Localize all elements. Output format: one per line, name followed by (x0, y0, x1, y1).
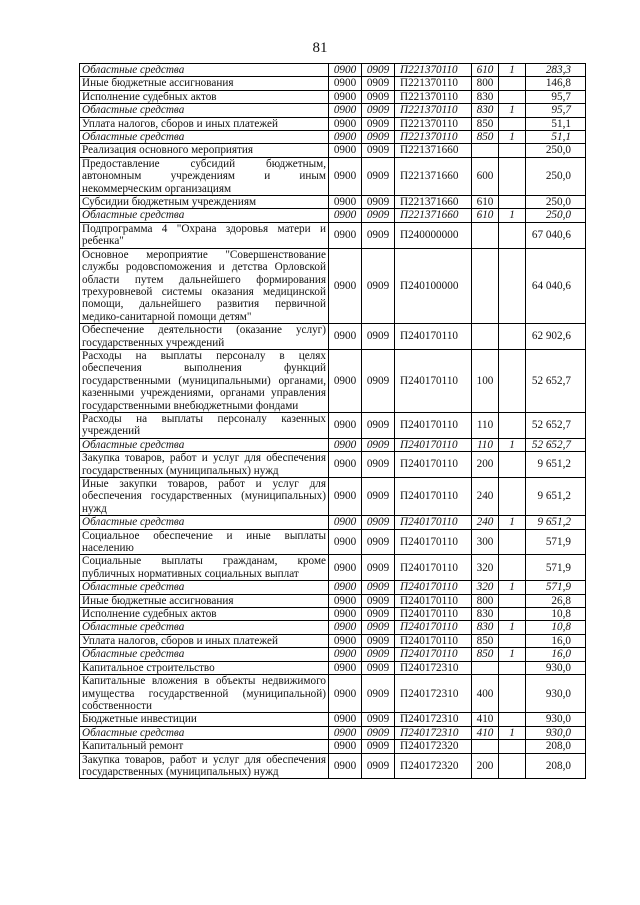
funding-source-cell (499, 740, 526, 753)
target-item-code-cell: П240000000 (395, 222, 472, 248)
amount-cell: 26,8 (526, 594, 586, 607)
target-item-code-cell: П240170110 (395, 478, 472, 516)
target-item-code-cell: П240170110 (395, 529, 472, 555)
expense-type-cell: 610 (472, 196, 499, 209)
section-code-cell: 0909 (362, 157, 395, 195)
row-name-cell: Областные средства (80, 131, 329, 144)
expense-type-cell: 200 (472, 753, 499, 779)
amount-cell: 250,0 (526, 157, 586, 195)
section-code-cell: 0909 (362, 196, 395, 209)
expense-type-cell: 100 (472, 349, 499, 412)
section-code-cell: 0909 (362, 117, 395, 130)
department-code-cell: 0900 (329, 621, 362, 634)
department-code-cell: 0900 (329, 713, 362, 726)
section-code-cell: 0909 (362, 349, 395, 412)
department-code-cell: 0900 (329, 222, 362, 248)
section-code-cell: 0909 (362, 675, 395, 713)
row-name-cell: Расходы на выплаты персоналу казенных учреждений (80, 412, 329, 438)
target-item-code-cell: П240170110 (395, 634, 472, 647)
section-code-cell: 0909 (362, 713, 395, 726)
funding-source-cell (499, 412, 526, 438)
amount-cell: 62 902,6 (526, 324, 586, 350)
department-code-cell: 0900 (329, 104, 362, 117)
department-code-cell: 0900 (329, 555, 362, 581)
target-item-code-cell: П221370110 (395, 90, 472, 103)
row-name-cell: Областные средства (80, 726, 329, 739)
section-code-cell: 0909 (362, 77, 395, 90)
section-code-cell: 0909 (362, 90, 395, 103)
amount-cell: 9 651,2 (526, 452, 586, 478)
row-name-cell: Бюджетные инвестиции (80, 713, 329, 726)
row-name-cell: Реализация основного мероприятия (80, 144, 329, 157)
section-code-cell: 0909 (362, 131, 395, 144)
section-code-cell: 0909 (362, 452, 395, 478)
expense-type-cell: 610 (472, 209, 499, 222)
table-row (80, 516, 586, 529)
amount-cell: 930,0 (526, 675, 586, 713)
amount-cell: 250,0 (526, 144, 586, 157)
expense-type-cell: 240 (472, 478, 499, 516)
row-name-cell: Капитальный ремонт (80, 740, 329, 753)
section-code-cell: 0909 (362, 634, 395, 647)
target-item-code-cell: П221371660 (395, 157, 472, 195)
target-item-code-cell: П240170110 (395, 412, 472, 438)
target-item-code-cell: П240172310 (395, 726, 472, 739)
table-row (80, 634, 586, 647)
expense-type-cell (472, 661, 499, 674)
funding-source-cell (499, 634, 526, 647)
section-code-cell: 0909 (362, 529, 395, 555)
row-name-cell: Областные средства (80, 438, 329, 451)
table-row (80, 438, 586, 451)
expense-type-cell: 600 (472, 157, 499, 195)
row-name-cell: Предоставление субсидий бюджетным, автономным учреждениям и иным некоммерческим организациям (80, 157, 329, 195)
target-item-code-cell: П221370110 (395, 77, 472, 90)
amount-cell: 52 652,7 (526, 349, 586, 412)
table-row (80, 117, 586, 130)
amount-cell: 250,0 (526, 196, 586, 209)
department-code-cell: 0900 (329, 634, 362, 647)
funding-source-cell (499, 594, 526, 607)
table-row (80, 713, 586, 726)
funding-source-cell: 1 (499, 64, 526, 77)
amount-cell: 51,1 (526, 131, 586, 144)
target-item-code-cell: П240170110 (395, 452, 472, 478)
target-item-code-cell: П240170110 (395, 581, 472, 594)
funding-source-cell (499, 555, 526, 581)
department-code-cell: 0900 (329, 726, 362, 739)
table-row (80, 675, 586, 713)
funding-source-cell (499, 222, 526, 248)
section-code-cell: 0909 (362, 726, 395, 739)
section-code-cell: 0909 (362, 144, 395, 157)
target-item-code-cell: П221370110 (395, 64, 472, 77)
table-row (80, 581, 586, 594)
amount-cell: 250,0 (526, 209, 586, 222)
table-row (80, 412, 586, 438)
amount-cell: 208,0 (526, 753, 586, 779)
section-code-cell: 0909 (362, 594, 395, 607)
table-row (80, 753, 586, 779)
section-code-cell: 0909 (362, 516, 395, 529)
row-name-cell: Основное мероприятие "Совершенствование службы родовспоможения и детства Орловской области путем дальнейшего формирования трехуровневой системы оказания медицинской помощи, дальнейшего развития первичной медико-санитарной помощи детям" (80, 248, 329, 323)
target-item-code-cell: П240172320 (395, 753, 472, 779)
expense-type-cell: 850 (472, 634, 499, 647)
expense-type-cell: 830 (472, 621, 499, 634)
table-row (80, 64, 586, 77)
department-code-cell: 0900 (329, 349, 362, 412)
expense-type-cell: 850 (472, 131, 499, 144)
department-code-cell: 0900 (329, 131, 362, 144)
expense-type-cell: 240 (472, 516, 499, 529)
department-code-cell: 0900 (329, 581, 362, 594)
amount-cell: 208,0 (526, 740, 586, 753)
amount-cell: 64 040,6 (526, 248, 586, 323)
section-code-cell: 0909 (362, 438, 395, 451)
expense-type-cell (472, 144, 499, 157)
row-name-cell: Областные средства (80, 621, 329, 634)
department-code-cell: 0900 (329, 77, 362, 90)
expense-type-cell: 830 (472, 608, 499, 621)
row-name-cell: Исполнение судебных актов (80, 608, 329, 621)
amount-cell: 52 652,7 (526, 412, 586, 438)
funding-source-cell (499, 157, 526, 195)
funding-source-cell: 1 (499, 104, 526, 117)
table-row (80, 740, 586, 753)
table-row (80, 726, 586, 739)
row-name-cell: Уплата налогов, сборов и иных платежей (80, 117, 329, 130)
table-row (80, 90, 586, 103)
funding-source-cell (499, 77, 526, 90)
target-item-code-cell: П221371660 (395, 196, 472, 209)
expense-type-cell: 830 (472, 104, 499, 117)
table-row (80, 104, 586, 117)
table-row (80, 222, 586, 248)
expense-type-cell: 830 (472, 90, 499, 103)
expense-type-cell: 400 (472, 675, 499, 713)
row-name-cell: Подпрограмма 4 "Охрана здоровья матери и ребенка" (80, 222, 329, 248)
department-code-cell: 0900 (329, 478, 362, 516)
page-number: 81 (312, 40, 328, 56)
row-name-cell: Социальное обеспечение и иные выплаты населению (80, 529, 329, 555)
row-name-cell: Расходы на выплаты персоналу в целях обеспечения выполнения функций государственными (муниципальными) органами, казенными учреждениями, органами управления государственными внебюджетными фондами (80, 349, 329, 412)
target-item-code-cell: П221370110 (395, 104, 472, 117)
section-code-cell: 0909 (362, 661, 395, 674)
amount-cell: 51,1 (526, 117, 586, 130)
table-row (80, 77, 586, 90)
department-code-cell: 0900 (329, 516, 362, 529)
target-item-code-cell: П240170110 (395, 324, 472, 350)
row-name-cell: Капитальное строительство (80, 661, 329, 674)
section-code-cell: 0909 (362, 581, 395, 594)
expense-type-cell: 800 (472, 594, 499, 607)
funding-source-cell (499, 675, 526, 713)
target-item-code-cell: П221370110 (395, 117, 472, 130)
expense-type-cell (472, 740, 499, 753)
target-item-code-cell: П240170110 (395, 555, 472, 581)
row-name-cell: Исполнение судебных актов (80, 90, 329, 103)
target-item-code-cell: П240170110 (395, 349, 472, 412)
table-row (80, 529, 586, 555)
target-item-code-cell: П240170110 (395, 648, 472, 661)
target-item-code-cell: П240170110 (395, 594, 472, 607)
funding-source-cell (499, 144, 526, 157)
expense-type-cell: 850 (472, 648, 499, 661)
expense-type-cell (472, 222, 499, 248)
amount-cell: 930,0 (526, 661, 586, 674)
target-item-code-cell: П240172310 (395, 713, 472, 726)
target-item-code-cell: П240170110 (395, 621, 472, 634)
table-row (80, 452, 586, 478)
amount-cell: 52 652,7 (526, 438, 586, 451)
section-code-cell: 0909 (362, 324, 395, 350)
section-code-cell: 0909 (362, 608, 395, 621)
funding-source-cell (499, 117, 526, 130)
department-code-cell: 0900 (329, 324, 362, 350)
funding-source-cell (499, 529, 526, 555)
section-code-cell: 0909 (362, 412, 395, 438)
target-item-code-cell: П240170110 (395, 438, 472, 451)
section-code-cell: 0909 (362, 555, 395, 581)
department-code-cell: 0900 (329, 740, 362, 753)
funding-source-cell (499, 713, 526, 726)
funding-source-cell: 1 (499, 621, 526, 634)
section-code-cell: 0909 (362, 740, 395, 753)
table-row (80, 648, 586, 661)
expense-type-cell: 800 (472, 77, 499, 90)
target-item-code-cell: П240172320 (395, 740, 472, 753)
table-row (80, 349, 586, 412)
section-code-cell: 0909 (362, 478, 395, 516)
expense-type-cell (472, 248, 499, 323)
amount-cell: 930,0 (526, 726, 586, 739)
table-row (80, 248, 586, 323)
section-code-cell: 0909 (362, 104, 395, 117)
funding-source-cell (499, 478, 526, 516)
table-row (80, 324, 586, 350)
amount-cell: 930,0 (526, 713, 586, 726)
table-row (80, 608, 586, 621)
table-row (80, 621, 586, 634)
table-row (80, 478, 586, 516)
section-code-cell: 0909 (362, 648, 395, 661)
department-code-cell: 0900 (329, 412, 362, 438)
table-row (80, 157, 586, 195)
row-name-cell: Областные средства (80, 581, 329, 594)
row-name-cell: Социальные выплаты гражданам, кроме публичных нормативных социальных выплат (80, 555, 329, 581)
row-name-cell: Областные средства (80, 648, 329, 661)
target-item-code-cell: П240170110 (395, 516, 472, 529)
row-name-cell: Иные закупки товаров, работ и услуг для обеспечения государственных (муниципальных) нужд (80, 478, 329, 516)
row-name-cell: Иные бюджетные ассигнования (80, 594, 329, 607)
target-item-code-cell: П240172310 (395, 675, 472, 713)
amount-cell: 16,0 (526, 648, 586, 661)
table-row (80, 131, 586, 144)
table-row (80, 594, 586, 607)
table-body (80, 64, 586, 779)
department-code-cell: 0900 (329, 90, 362, 103)
funding-source-cell (499, 452, 526, 478)
row-name-cell: Областные средства (80, 104, 329, 117)
row-name-cell: Закупка товаров, работ и услуг для обеспечения государственных (муниципальных) нужд (80, 452, 329, 478)
expense-type-cell (472, 324, 499, 350)
department-code-cell: 0900 (329, 438, 362, 451)
amount-cell: 283,3 (526, 64, 586, 77)
department-code-cell: 0900 (329, 594, 362, 607)
department-code-cell: 0900 (329, 661, 362, 674)
target-item-code-cell: П221371660 (395, 144, 472, 157)
target-item-code-cell: П240172310 (395, 661, 472, 674)
target-item-code-cell: П240170110 (395, 608, 472, 621)
department-code-cell: 0900 (329, 196, 362, 209)
department-code-cell: 0900 (329, 608, 362, 621)
department-code-cell: 0900 (329, 452, 362, 478)
funding-source-cell: 1 (499, 581, 526, 594)
department-code-cell: 0900 (329, 144, 362, 157)
funding-source-cell (499, 324, 526, 350)
expense-type-cell: 320 (472, 581, 499, 594)
table-row (80, 209, 586, 222)
expense-type-cell: 110 (472, 412, 499, 438)
department-code-cell: 0900 (329, 157, 362, 195)
funding-source-cell: 1 (499, 516, 526, 529)
amount-cell: 146,8 (526, 77, 586, 90)
section-code-cell: 0909 (362, 64, 395, 77)
row-name-cell: Субсидии бюджетным учреждениям (80, 196, 329, 209)
table-row (80, 196, 586, 209)
funding-source-cell (499, 90, 526, 103)
table-row (80, 144, 586, 157)
funding-source-cell: 1 (499, 438, 526, 451)
amount-cell: 95,7 (526, 90, 586, 103)
row-name-cell: Закупка товаров, работ и услуг для обеспечения государственных (муниципальных) нужд (80, 753, 329, 779)
target-item-code-cell: П221370110 (395, 131, 472, 144)
expense-type-cell: 320 (472, 555, 499, 581)
section-code-cell: 0909 (362, 248, 395, 323)
department-code-cell: 0900 (329, 675, 362, 713)
amount-cell: 10,8 (526, 621, 586, 634)
expense-type-cell: 410 (472, 726, 499, 739)
row-name-cell: Капитальные вложения в объекты недвижимого имущества государственной (муниципальной) собственности (80, 675, 329, 713)
amount-cell: 9 651,2 (526, 478, 586, 516)
department-code-cell: 0900 (329, 648, 362, 661)
expense-type-cell: 610 (472, 64, 499, 77)
amount-cell: 571,9 (526, 555, 586, 581)
funding-source-cell: 1 (499, 726, 526, 739)
table-row (80, 661, 586, 674)
funding-source-cell (499, 608, 526, 621)
funding-source-cell (499, 753, 526, 779)
row-name-cell: Областные средства (80, 64, 329, 77)
expense-type-cell: 850 (472, 117, 499, 130)
amount-cell: 16,0 (526, 634, 586, 647)
section-code-cell: 0909 (362, 222, 395, 248)
funding-source-cell: 1 (499, 209, 526, 222)
row-name-cell: Областные средства (80, 209, 329, 222)
expense-type-cell: 110 (472, 438, 499, 451)
funding-source-cell: 1 (499, 648, 526, 661)
amount-cell: 9 651,2 (526, 516, 586, 529)
funding-source-cell (499, 248, 526, 323)
target-item-code-cell: П240100000 (395, 248, 472, 323)
department-code-cell: 0900 (329, 753, 362, 779)
department-code-cell: 0900 (329, 248, 362, 323)
department-code-cell: 0900 (329, 64, 362, 77)
section-code-cell: 0909 (362, 753, 395, 779)
funding-source-cell (499, 349, 526, 412)
section-code-cell: 0909 (362, 621, 395, 634)
department-code-cell: 0900 (329, 529, 362, 555)
target-item-code-cell: П221371660 (395, 209, 472, 222)
table-row (80, 555, 586, 581)
row-name-cell: Обеспечение деятельности (оказание услуг) государственных учреждений (80, 324, 329, 350)
expense-type-cell: 200 (472, 452, 499, 478)
row-name-cell: Иные бюджетные ассигнования (80, 77, 329, 90)
amount-cell: 95,7 (526, 104, 586, 117)
row-name-cell: Областные средства (80, 516, 329, 529)
row-name-cell: Уплата налогов, сборов и иных платежей (80, 634, 329, 647)
funding-source-cell: 1 (499, 131, 526, 144)
expense-type-cell: 300 (472, 529, 499, 555)
funding-source-cell (499, 661, 526, 674)
amount-cell: 571,9 (526, 581, 586, 594)
expense-type-cell: 410 (472, 713, 499, 726)
amount-cell: 67 040,6 (526, 222, 586, 248)
amount-cell: 10,8 (526, 608, 586, 621)
department-code-cell: 0900 (329, 209, 362, 222)
section-code-cell: 0909 (362, 209, 395, 222)
department-code-cell: 0900 (329, 117, 362, 130)
budget-table (79, 63, 586, 779)
funding-source-cell (499, 196, 526, 209)
amount-cell: 571,9 (526, 529, 586, 555)
